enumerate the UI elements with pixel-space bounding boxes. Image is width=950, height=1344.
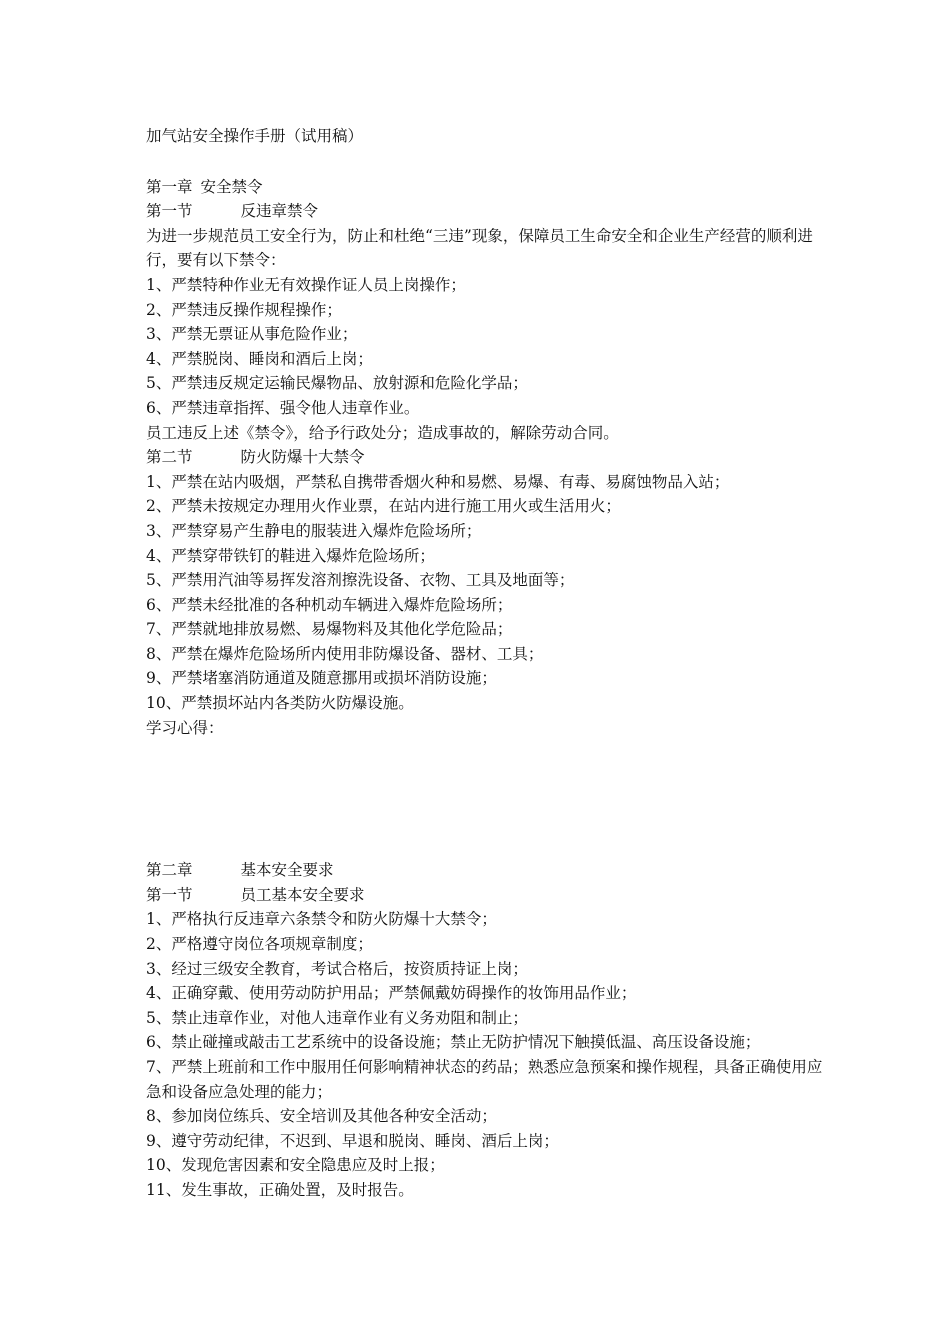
section-1-2-number: 第二节 xyxy=(146,448,193,467)
list-item: 5、禁止违章作业，对他人违章作业有义务劝阻和制止； xyxy=(146,1008,528,1027)
section-2-1-number: 第一节 xyxy=(146,885,193,904)
list-item: 7、严禁就地排放易燃、易爆物料及其他化学危险品； xyxy=(146,620,513,639)
section-2-1-heading xyxy=(146,883,826,908)
list-item: 2、严禁未按规定办理用火作业票，在站内进行施工用火或生活用火； xyxy=(146,497,621,516)
list-item: 10、严禁损坏站内各类防火防爆设施。 xyxy=(146,694,414,713)
section-1-1-heading xyxy=(146,199,826,224)
document-title: 加气站安全操作手册（试用稿） xyxy=(146,127,364,145)
list-item: 5、严禁用汽油等易挥发溶剂擦洗设备、衣物、工具及地面等； xyxy=(146,571,575,590)
list-item: 1、严禁在站内吸烟，严禁私自携带香烟火种和易燃、易爆、有毒、易腐蚀物品入站； xyxy=(146,472,730,491)
list-item: 9、严禁堵塞消防通道及随意挪用或损坏消防设施； xyxy=(146,669,497,688)
list-item: 3、经过三级安全教育，考试合格后，按资质持证上岗； xyxy=(146,959,528,978)
list-item: 6、严禁未经批准的各种机动车辆进入爆炸危险场所； xyxy=(146,595,513,614)
list-item: 3、严禁穿易产生静电的服装进入爆炸危险场所； xyxy=(146,521,482,540)
list-item: 7、严禁上班前和工作中服用任何影响精神状态的药品；熟悉应急预案和操作规程，具备正确使用应急和设备应急处理的能力； xyxy=(146,1058,823,1101)
list-item: 11、发生事故，正确处置，及时报告。 xyxy=(146,1180,414,1199)
list-item: 4、严禁穿带铁钉的鞋进入爆炸危险场所； xyxy=(146,546,435,565)
section-1-1-number: 第一节 xyxy=(146,202,193,221)
list-item: 4、严禁脱岗、睡岗和酒后上岗； xyxy=(146,349,373,368)
notes-label: 学习心得： xyxy=(146,718,224,737)
chapter-2-number: 第二章 xyxy=(146,861,193,880)
list-item: 2、严格遵守岗位各项规章制度； xyxy=(146,935,373,954)
list-item: 8、严禁在爆炸危险场所内使用非防爆设备、器材、工具； xyxy=(146,644,544,663)
list-item: 9、遵守劳动纪律，不迟到、早退和脱岗、睡岗、酒后上岗； xyxy=(146,1131,559,1150)
section-1-1-title: 反违章禁令 xyxy=(240,202,319,221)
section-1-2-title: 防火防爆十大禁令 xyxy=(240,448,365,467)
list-item: 10、发现危害因素和安全隐患应及时上报； xyxy=(146,1156,445,1175)
list-item: 1、严禁特种作业无有效操作证人员上岗操作； xyxy=(146,275,466,294)
notes-blank-area xyxy=(146,740,826,858)
list-item: 3、严禁无票证从事危险作业； xyxy=(146,325,358,344)
chapter-2-heading xyxy=(146,858,826,883)
chapter-1-heading xyxy=(146,175,826,200)
list-item: 1、严格执行反违章六条禁令和防火防爆十大禁令； xyxy=(146,910,497,929)
list-item: 2、严禁违反操作规程操作； xyxy=(146,300,342,319)
list-item: 6、严禁违章指挥、强令他人违章作业。 xyxy=(146,398,420,417)
chapter-1-number: 第一章 xyxy=(146,177,193,196)
list-item: 6、禁止碰撞或敲击工艺系统中的设备设施；禁止无防护情况下触摸低温、高压设备设施； xyxy=(146,1033,761,1052)
chapter-2-title: 基本安全要求 xyxy=(240,861,334,880)
document-page xyxy=(146,124,826,1203)
section-2-1-title: 员工基本安全要求 xyxy=(240,885,365,904)
list-item: 8、参加岗位练兵、安全培训及其他各种安全活动； xyxy=(146,1107,497,1126)
chapter-1-title: 安全禁令 xyxy=(200,177,263,196)
section-1-1-intro: 为进一步规范员工安全行为，防止和杜绝“三违”现象，保障员工生命安全和企业生产经营的顺利进行，要有以下禁令： xyxy=(146,226,813,270)
section-1-2-heading xyxy=(146,445,826,470)
section-1-1-closing: 员工违反上述《禁令》，给予行政处分；造成事故的，解除劳动合同。 xyxy=(146,423,619,442)
list-item: 4、正确穿戴、使用劳动防护用品；严禁佩戴妨碍操作的妆饰用品作业； xyxy=(146,984,637,1003)
list-item: 5、严禁违反规定运输民爆物品、放射源和危险化学品； xyxy=(146,374,528,393)
